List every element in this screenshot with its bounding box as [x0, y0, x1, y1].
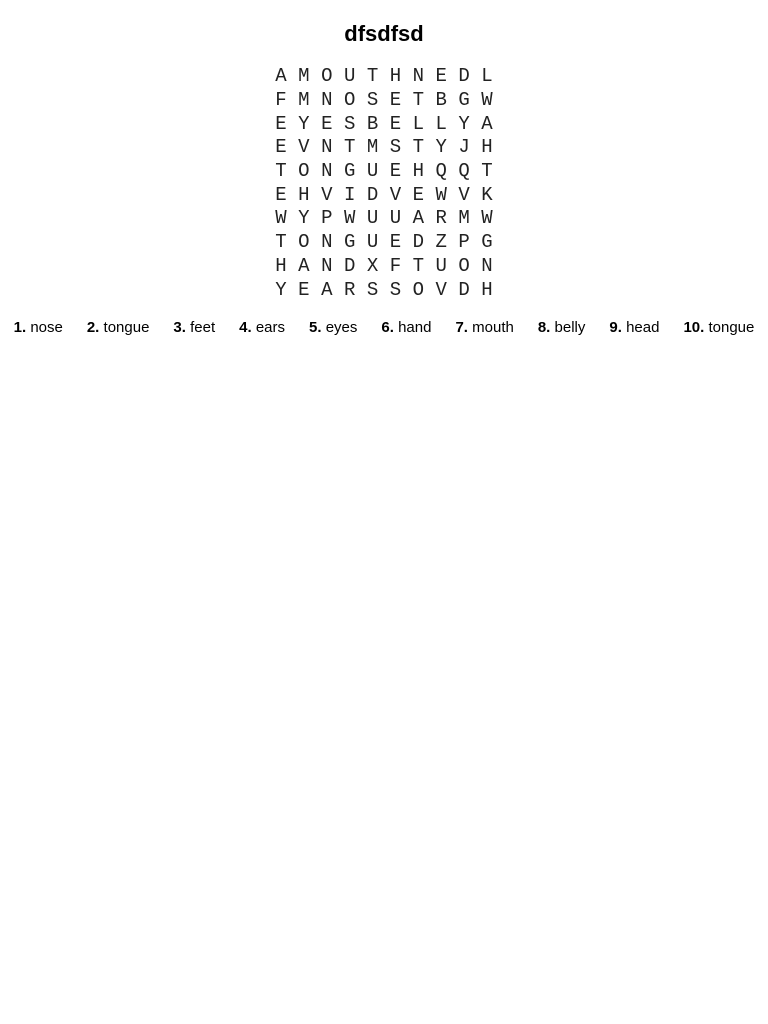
grid-cell: S: [343, 112, 356, 135]
word-text: eyes: [325, 319, 358, 336]
word-number: 2.: [86, 319, 100, 336]
grid-cell: D: [458, 65, 470, 88]
word-number: 4.: [239, 319, 252, 336]
word-list-item: [683, 317, 754, 339]
word-number: 3.: [173, 319, 186, 336]
grid-cell: H: [481, 278, 493, 301]
grid-cell: A: [412, 207, 425, 230]
grid-cell: A: [275, 65, 287, 88]
word-number: 10.: [683, 319, 705, 336]
grid-cell: I: [343, 183, 356, 206]
grid-cell: V: [435, 278, 447, 301]
grid-cell: V: [298, 136, 310, 159]
grid-cell: U: [435, 254, 447, 277]
grid-cell: G: [343, 231, 356, 254]
grid-cell: N: [321, 254, 333, 277]
grid-cell: O: [412, 278, 425, 301]
grid-row: [0, 89, 768, 113]
grid-cell: G: [458, 89, 470, 112]
grid-cell: S: [389, 136, 402, 159]
grid-cell: H: [481, 136, 493, 159]
grid-cell: T: [412, 136, 425, 159]
grid-cell: E: [275, 183, 287, 206]
grid-cell: L: [412, 112, 425, 135]
grid-cell: M: [298, 89, 310, 112]
word-number: 8.: [537, 319, 551, 336]
grid-cell: E: [389, 89, 402, 112]
word-text: hand: [398, 319, 432, 336]
grid-cell: T: [343, 136, 356, 159]
grid-cell: B: [366, 112, 379, 135]
grid-cell: O: [343, 89, 356, 112]
grid-cell: Y: [275, 278, 287, 301]
grid-cell: E: [435, 65, 447, 88]
word-list-item: [239, 317, 285, 339]
grid-cell: E: [389, 160, 402, 183]
grid-cell: R: [343, 278, 356, 301]
grid-cell: Y: [298, 112, 310, 135]
grid-cell: N: [321, 136, 333, 159]
grid-cell: O: [298, 160, 310, 183]
grid-cell: B: [435, 89, 447, 112]
grid-cell: D: [458, 278, 470, 301]
grid-cell: T: [412, 89, 425, 112]
word-list: [0, 317, 768, 348]
grid-cell: D: [412, 231, 425, 254]
puzzle-title: dfsdfsd: [344, 21, 424, 46]
grid-cell: E: [389, 112, 402, 135]
word-text: tongue: [103, 319, 150, 336]
grid-cell: S: [366, 89, 379, 112]
grid-cell: E: [412, 183, 425, 206]
grid-row: [0, 160, 768, 184]
word-list-item: [87, 317, 150, 339]
grid-cell: M: [458, 207, 470, 230]
grid-cell: N: [321, 231, 333, 254]
grid-cell: X: [366, 254, 379, 277]
grid-row: [0, 207, 768, 231]
word-list-item: [309, 317, 357, 339]
grid-cell: O: [298, 231, 310, 254]
grid-row: [0, 231, 768, 255]
grid-cell: N: [481, 254, 493, 277]
grid-cell: D: [343, 254, 356, 277]
grid-cell: S: [366, 278, 379, 301]
grid-cell: S: [389, 278, 402, 301]
grid-cell: P: [458, 231, 470, 254]
grid-row: [0, 136, 768, 160]
grid-cell: U: [366, 160, 379, 183]
grid-cell: U: [366, 231, 379, 254]
grid-cell: H: [389, 65, 402, 88]
grid-row: [0, 278, 768, 302]
grid-cell: Y: [435, 136, 447, 159]
grid-row: [0, 255, 768, 279]
grid-cell: O: [321, 65, 333, 88]
grid-cell: N: [412, 65, 425, 88]
word-text: belly: [554, 319, 586, 336]
grid-cell: A: [481, 112, 493, 135]
word-list-item: [381, 317, 431, 339]
grid-cell: T: [412, 254, 425, 277]
grid-cell: U: [389, 207, 402, 230]
word-number: 7.: [455, 319, 468, 336]
grid-cell: O: [458, 254, 470, 277]
word-list-item: [173, 317, 215, 339]
grid-cell: W: [481, 207, 493, 230]
word-text: feet: [190, 319, 216, 336]
grid-cell: G: [481, 231, 493, 254]
grid-cell: V: [458, 183, 470, 206]
grid-cell: Z: [435, 231, 447, 254]
grid-cell: W: [481, 89, 493, 112]
grid-cell: K: [481, 183, 493, 206]
grid-cell: E: [275, 136, 287, 159]
grid-row: [0, 112, 768, 136]
grid-cell: R: [435, 207, 447, 230]
grid-cell: A: [298, 254, 310, 277]
grid-cell: D: [366, 183, 379, 206]
grid-cell: E: [389, 231, 402, 254]
grid-cell: T: [275, 160, 287, 183]
grid-cell: W: [435, 183, 447, 206]
grid-cell: M: [366, 136, 379, 159]
grid-cell: F: [275, 89, 287, 112]
grid-cell: W: [343, 207, 356, 230]
grid-cell: T: [481, 160, 493, 183]
letter-grid: [0, 65, 768, 302]
grid-cell: G: [343, 160, 356, 183]
grid-cell: E: [298, 278, 310, 301]
grid-row: [0, 65, 768, 89]
word-text: head: [626, 319, 660, 336]
grid-cell: N: [321, 89, 333, 112]
grid-cell: H: [298, 183, 310, 206]
grid-cell: J: [458, 136, 470, 159]
grid-cell: F: [389, 254, 402, 277]
word-number: 1.: [13, 319, 27, 336]
grid-cell: H: [412, 160, 425, 183]
grid-cell: L: [435, 112, 447, 135]
grid-cell: V: [321, 183, 333, 206]
grid-cell: H: [275, 254, 287, 277]
grid-cell: E: [321, 112, 333, 135]
grid-cell: W: [275, 207, 287, 230]
grid-cell: U: [343, 65, 356, 88]
word-list-item: [455, 317, 513, 339]
word-text: ears: [255, 319, 286, 336]
grid-cell: N: [321, 160, 333, 183]
grid-cell: Y: [298, 207, 310, 230]
word-number: 6.: [381, 319, 394, 336]
grid-cell: L: [481, 65, 493, 88]
word-text: tongue: [708, 319, 755, 336]
grid-cell: Q: [435, 160, 447, 183]
grid-cell: Q: [458, 160, 470, 183]
grid-cell: T: [275, 231, 287, 254]
word-text: mouth: [472, 319, 514, 336]
grid-cell: A: [321, 278, 333, 301]
word-list-item: [609, 317, 659, 339]
grid-cell: P: [321, 207, 333, 230]
word-text: nose: [30, 319, 63, 336]
word-list-item: [14, 317, 63, 339]
grid-cell: T: [366, 65, 379, 88]
word-list-item: [538, 317, 586, 339]
grid-cell: U: [366, 207, 379, 230]
grid-row: [0, 183, 768, 207]
word-number: 9.: [609, 319, 622, 336]
grid-cell: E: [275, 112, 287, 135]
word-number: 5.: [309, 319, 322, 336]
grid-cell: M: [298, 65, 310, 88]
grid-cell: Y: [458, 112, 470, 135]
grid-cell: V: [389, 183, 402, 206]
